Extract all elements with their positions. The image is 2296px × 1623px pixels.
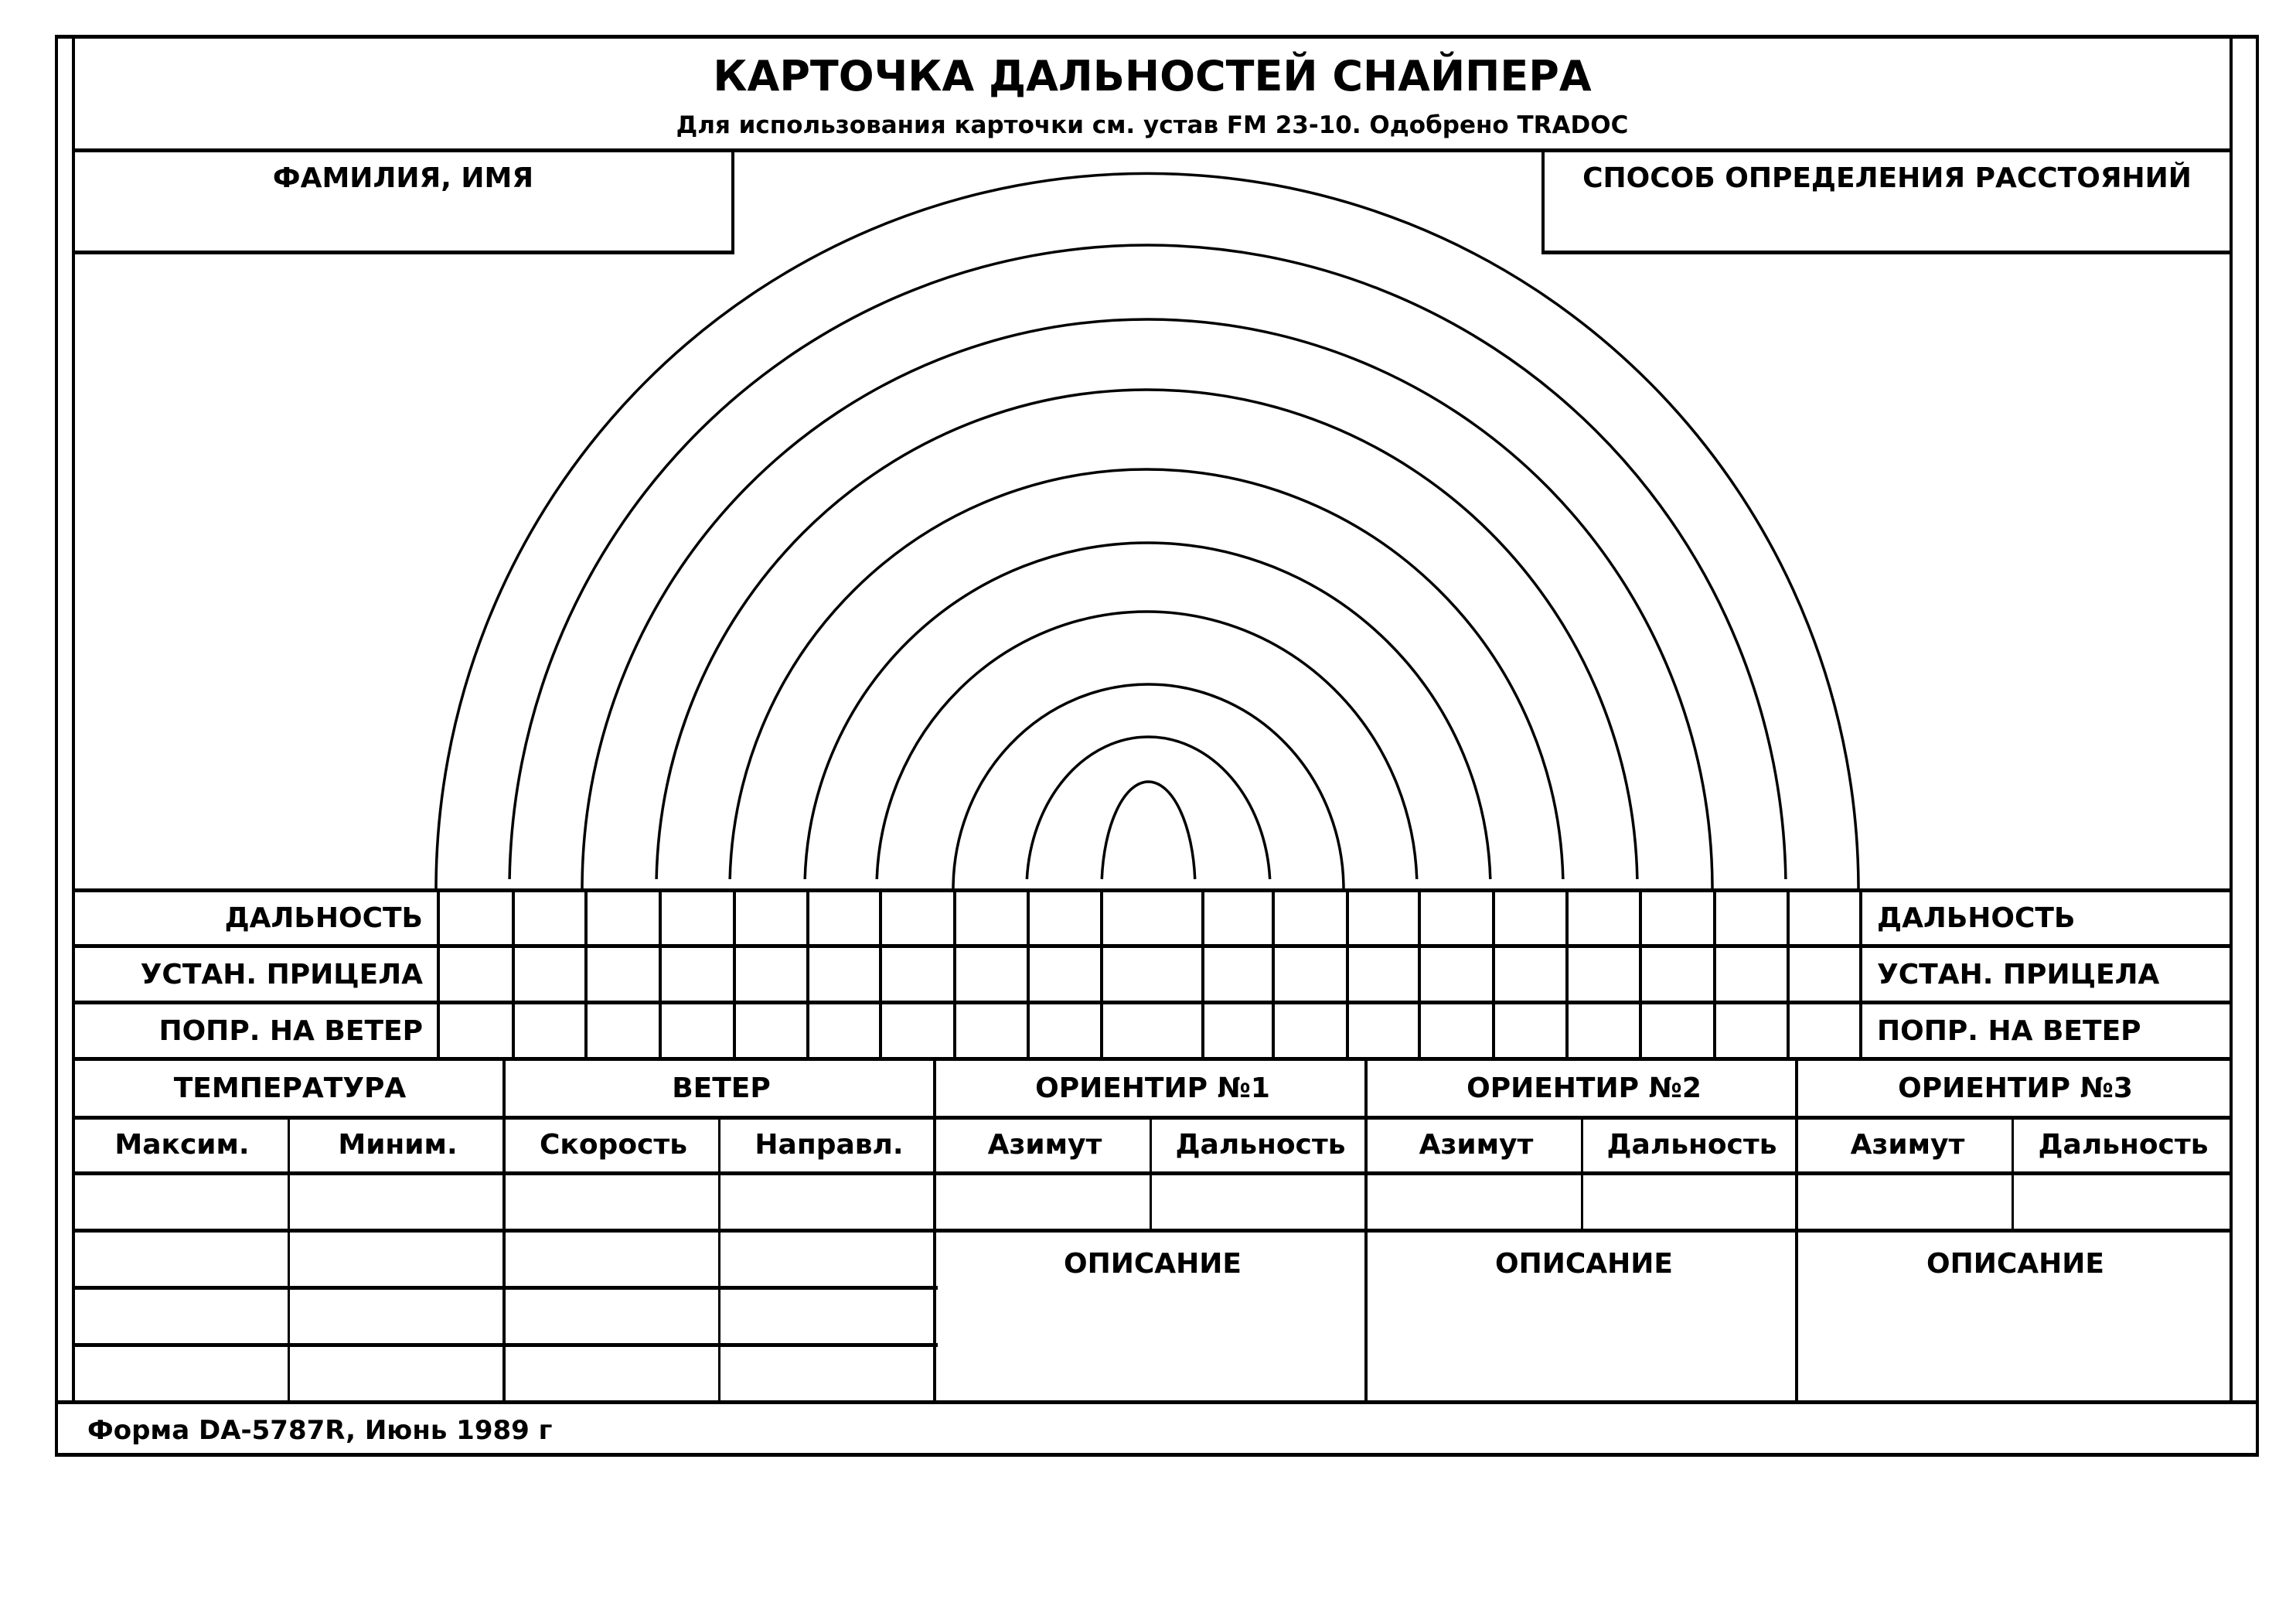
windage-value-15-cell[interactable] (1496, 1006, 1565, 1055)
wind-speed-1[interactable] (507, 1178, 717, 1226)
elevation-value-13[interactable] (1350, 950, 1417, 999)
wind-speed-3[interactable] (507, 1292, 717, 1340)
row-label-windage-left: ПОПР. НА ВЕТЕР (158, 1015, 423, 1047)
range-table-column-line (1859, 888, 1862, 1061)
elevation-value-6-cell[interactable] (810, 950, 878, 999)
range-value-4[interactable] (663, 894, 732, 943)
range-table-column-line (1787, 888, 1790, 1061)
form-number: Форма DA-5787R, Июнь 1989 г (87, 1415, 553, 1446)
col-header-speed: Скорость (539, 1129, 688, 1161)
elevation-value-7-cell[interactable] (883, 950, 952, 999)
description-label-1: ОПИСАНИЕ (1064, 1248, 1242, 1280)
group-separator-line (502, 1057, 506, 1402)
col-header-azimuth-2: Азимут (1419, 1129, 1534, 1161)
range-table-column-line (1346, 888, 1349, 1061)
range-table-column-line (584, 888, 588, 1061)
landmark-2-azimuth-cell[interactable] (1369, 1178, 1579, 1226)
range-table-row-line (72, 1001, 2233, 1004)
row-label-range-right: ДАЛЬНОСТЬ (1877, 902, 2076, 934)
windage-value-17[interactable] (1643, 1006, 1712, 1055)
cond-table-line (72, 1116, 2233, 1120)
landmark-2-range-cell[interactable] (1585, 1178, 1794, 1226)
range-table-column-line (1100, 888, 1103, 1061)
wind-direction-2[interactable] (722, 1235, 932, 1283)
elevation-value-5[interactable] (737, 950, 806, 999)
landmark-2-description[interactable] (1371, 1287, 1793, 1396)
max-temp-1[interactable] (76, 1178, 285, 1226)
elevation-value-16-cell[interactable] (1569, 950, 1638, 999)
range-arc-8 (953, 684, 1344, 889)
max-temp-2[interactable] (76, 1235, 285, 1283)
col-header-range-1: Дальность (1175, 1129, 1346, 1161)
elevation-value-12[interactable] (1276, 950, 1345, 999)
landmark-3-range[interactable] (2015, 1178, 2225, 1226)
col-header-range-2: Дальность (1606, 1129, 1777, 1161)
elevation-value-15[interactable] (1496, 950, 1565, 999)
windage-value-11[interactable] (1205, 1006, 1271, 1055)
range-value-17-cell[interactable] (1643, 894, 1712, 943)
range-arc-2 (509, 245, 1786, 879)
range-value-2-cell[interactable] (516, 894, 584, 943)
range-table-column-line (1565, 888, 1569, 1061)
elevation-value-1-cell[interactable] (441, 950, 511, 999)
range-value-19[interactable] (1790, 894, 1858, 943)
elevation-value-14-cell[interactable] (1422, 950, 1491, 999)
elevation-value-19-cell[interactable] (1790, 950, 1858, 999)
elevation-value-15-cell[interactable] (1496, 950, 1565, 999)
range-value-10-cell[interactable] (1104, 894, 1201, 943)
landmark-1-azimuth[interactable] (938, 1178, 1147, 1226)
windage-value-14-cell[interactable] (1422, 1006, 1491, 1055)
elevation-value-18[interactable] (1717, 950, 1786, 999)
range-value-19-cell[interactable] (1790, 894, 1858, 943)
range-value-18-cell[interactable] (1717, 894, 1786, 943)
max-temp-4-cell[interactable] (76, 1349, 285, 1397)
landmark-3-azimuth[interactable] (1800, 1178, 2009, 1226)
elevation-value-9[interactable] (1030, 950, 1099, 999)
row-label-windage-right: ПОПР. НА ВЕТЕР (1877, 1015, 2141, 1047)
windage-value-5[interactable] (737, 1006, 806, 1055)
col-header-min: Миним. (338, 1129, 458, 1161)
range-table-column-line (733, 888, 736, 1061)
windage-value-7-cell[interactable] (883, 1006, 952, 1055)
min-temp-4[interactable] (291, 1349, 501, 1397)
elevation-value-14[interactable] (1422, 950, 1491, 999)
range-value-14-cell[interactable] (1422, 894, 1491, 943)
windage-value-4-cell[interactable] (663, 1006, 732, 1055)
windage-value-14[interactable] (1422, 1006, 1491, 1055)
windage-value-9[interactable] (1030, 1006, 1099, 1055)
range-table-column-line (1492, 888, 1495, 1061)
range-arc-4 (656, 390, 1637, 879)
group-header-temperature: ТЕМПЕРАТУРА (173, 1072, 407, 1104)
range-value-15-cell[interactable] (1496, 894, 1565, 943)
description-label-2: ОПИСАНИЕ (1495, 1248, 1673, 1280)
wind-direction-4[interactable] (722, 1349, 932, 1397)
windage-value-19-cell[interactable] (1790, 1006, 1858, 1055)
range-table-column-line (1418, 888, 1421, 1061)
range-table-top-line (72, 888, 2233, 892)
wind-direction-1-cell[interactable] (722, 1178, 932, 1226)
range-table-column-line (659, 888, 662, 1061)
wind-speed-2[interactable] (507, 1235, 717, 1283)
range-value-7-cell[interactable] (883, 894, 952, 943)
page-title: КАРТОЧКА ДАЛЬНОСТЕЙ СНАЙПЕРА (713, 52, 1592, 101)
landmark-3-description-cell[interactable] (1801, 1287, 2223, 1396)
range-value-8-cell[interactable] (957, 894, 1026, 943)
range-arc-10 (1102, 782, 1194, 879)
range-value-7[interactable] (883, 894, 952, 943)
min-temp-2[interactable] (291, 1235, 501, 1283)
range-table-column-line (1639, 888, 1642, 1061)
range-table-column-line (1713, 888, 1716, 1061)
elevation-value-5-cell[interactable] (737, 950, 806, 999)
windage-value-18[interactable] (1717, 1006, 1786, 1055)
min-temp-4-cell[interactable] (291, 1349, 501, 1397)
windage-value-4[interactable] (663, 1006, 732, 1055)
max-temp-3-cell[interactable] (76, 1292, 285, 1340)
range-table-column-line (806, 888, 809, 1061)
elevation-value-6[interactable] (810, 950, 878, 999)
range-value-5[interactable] (737, 894, 806, 943)
cond-table-line (72, 1229, 2233, 1233)
windage-value-13-cell[interactable] (1350, 1006, 1417, 1055)
range-value-1[interactable] (441, 894, 511, 943)
range-value-3-cell[interactable] (588, 894, 658, 943)
group-header-landmark-1: ОРИЕНТИР №1 (1035, 1072, 1270, 1104)
elevation-value-3[interactable] (588, 950, 658, 999)
elevation-value-8-cell[interactable] (957, 950, 1026, 999)
range-value-12-cell[interactable] (1276, 894, 1345, 943)
range-table-column-line (1201, 888, 1204, 1061)
wind-speed-2-cell[interactable] (507, 1235, 717, 1283)
elevation-value-11-cell[interactable] (1205, 950, 1271, 999)
range-value-9-cell[interactable] (1030, 894, 1099, 943)
range-value-14[interactable] (1422, 894, 1491, 943)
range-value-6[interactable] (810, 894, 878, 943)
sub-column-line (2012, 1116, 2014, 1230)
windage-value-19[interactable] (1790, 1006, 1858, 1055)
windage-value-1[interactable] (441, 1006, 511, 1055)
range-value-12[interactable] (1276, 894, 1345, 943)
sub-column-line (718, 1116, 720, 1402)
landmark-3-range-cell[interactable] (2015, 1178, 2225, 1226)
windage-value-8-cell[interactable] (957, 1006, 1026, 1055)
range-value-10[interactable] (1104, 894, 1201, 943)
min-temp-3[interactable] (291, 1292, 501, 1340)
range-value-18[interactable] (1717, 894, 1786, 943)
range-value-17[interactable] (1643, 894, 1712, 943)
elevation-value-12-cell[interactable] (1276, 950, 1345, 999)
range-table-column-line (437, 888, 440, 1061)
col-header-direction: Направл. (755, 1129, 904, 1161)
col-header-range-3: Дальность (2038, 1129, 2209, 1161)
windage-value-13[interactable] (1350, 1006, 1417, 1055)
windage-value-2-cell[interactable] (516, 1006, 584, 1055)
wind-speed-4-cell[interactable] (507, 1349, 717, 1397)
windage-value-8[interactable] (957, 1006, 1026, 1055)
range-value-9[interactable] (1030, 894, 1099, 943)
windage-value-9-cell[interactable] (1030, 1006, 1099, 1055)
range-arc-5 (730, 469, 1563, 879)
range-value-13-cell[interactable] (1350, 894, 1417, 943)
page-subtitle: Для использования карточки см. устав FM 23-10. Одобрено TRADOC (676, 111, 1629, 139)
range-value-3[interactable] (588, 894, 658, 943)
name-box-label: ФАМИЛИЯ, ИМЯ (272, 162, 534, 194)
range-value-4-cell[interactable] (663, 894, 732, 943)
sub-column-line (288, 1116, 290, 1402)
col-header-azimuth-1: Азимут (987, 1129, 1102, 1161)
windage-value-17-cell[interactable] (1643, 1006, 1712, 1055)
min-temp-1-cell[interactable] (291, 1178, 501, 1226)
wind-direction-1[interactable] (722, 1178, 932, 1226)
range-value-6-cell[interactable] (810, 894, 878, 943)
range-value-11-cell[interactable] (1205, 894, 1271, 943)
elevation-value-10-cell[interactable] (1104, 950, 1201, 999)
landmark-1-range-cell[interactable] (1153, 1178, 1363, 1226)
range-value-11[interactable] (1205, 894, 1271, 943)
group-separator-line (1364, 1057, 1368, 1402)
windage-value-2[interactable] (516, 1006, 584, 1055)
elevation-value-4-cell[interactable] (663, 950, 732, 999)
row-label-elevation-right: УСТАН. ПРИЦЕЛА (1877, 959, 2160, 991)
max-temp-1-cell[interactable] (76, 1178, 285, 1226)
windage-value-6[interactable] (810, 1006, 878, 1055)
elevation-value-9-cell[interactable] (1030, 950, 1099, 999)
wind-direction-3-cell[interactable] (722, 1292, 932, 1340)
range-value-1-cell[interactable] (441, 894, 511, 943)
elevation-value-8[interactable] (957, 950, 1026, 999)
range-table-column-line (1272, 888, 1275, 1061)
elevation-value-4[interactable] (663, 950, 732, 999)
range-value-16-cell[interactable] (1569, 894, 1638, 943)
min-temp-3-cell[interactable] (291, 1292, 501, 1340)
max-temp-2-cell[interactable] (76, 1235, 285, 1283)
col-header-azimuth-3: Азимут (1850, 1129, 1965, 1161)
wind-speed-3-cell[interactable] (507, 1292, 717, 1340)
row-label-elevation-left: УСТАН. ПРИЦЕЛА (140, 959, 423, 991)
range-table-bottom-line (72, 1057, 2233, 1061)
elevation-value-7[interactable] (883, 950, 952, 999)
elevation-value-2-cell[interactable] (516, 950, 584, 999)
wind-direction-3[interactable] (722, 1292, 932, 1340)
elevation-value-2[interactable] (516, 950, 584, 999)
wind-direction-4-cell[interactable] (722, 1349, 932, 1397)
elevation-value-17-cell[interactable] (1643, 950, 1712, 999)
windage-value-16[interactable] (1569, 1006, 1638, 1055)
range-arc-6 (805, 543, 1490, 879)
range-value-8[interactable] (957, 894, 1026, 943)
max-temp-4[interactable] (76, 1349, 285, 1397)
windage-value-1-cell[interactable] (441, 1006, 511, 1055)
windage-value-12[interactable] (1276, 1006, 1345, 1055)
windage-value-10[interactable] (1104, 1006, 1201, 1055)
range-method-box-label: СПОСОБ ОПРЕДЕЛЕНИЯ РАССТОЯНИЙ (1582, 162, 2192, 194)
landmark-1-description[interactable] (939, 1287, 1361, 1396)
range-arc-3 (582, 319, 1712, 889)
wind-speed-4[interactable] (507, 1349, 717, 1397)
group-header-landmark-3: ОРИЕНТИР №3 (1898, 1072, 2133, 1104)
range-table-column-line (1027, 888, 1030, 1061)
elevation-value-19[interactable] (1790, 950, 1858, 999)
range-table-column-line (953, 888, 956, 1061)
landmark-1-range[interactable] (1153, 1178, 1363, 1226)
landmark-2-azimuth[interactable] (1369, 1178, 1579, 1226)
windage-value-7[interactable] (883, 1006, 952, 1055)
range-table-column-line (512, 888, 515, 1061)
windage-value-16-cell[interactable] (1569, 1006, 1638, 1055)
elevation-value-3-cell[interactable] (588, 950, 658, 999)
landmark-1-description-cell[interactable] (939, 1287, 1361, 1396)
windage-value-15[interactable] (1496, 1006, 1565, 1055)
elevation-value-18-cell[interactable] (1717, 950, 1786, 999)
range-value-16[interactable] (1569, 894, 1638, 943)
min-temp-2-cell[interactable] (291, 1235, 501, 1283)
range-table-column-line (879, 888, 882, 1061)
row-label-range-left: ДАЛЬНОСТЬ (224, 902, 423, 934)
landmark-3-azimuth-cell[interactable] (1800, 1178, 2009, 1226)
landmark-2-range[interactable] (1585, 1178, 1794, 1226)
range-arc-9 (1027, 737, 1269, 879)
wind-direction-2-cell[interactable] (722, 1235, 932, 1283)
group-separator-line (933, 1057, 936, 1402)
landmark-2-description-cell[interactable] (1371, 1287, 1793, 1396)
windage-value-3-cell[interactable] (588, 1006, 658, 1055)
elevation-value-11[interactable] (1205, 950, 1271, 999)
windage-value-11-cell[interactable] (1205, 1006, 1271, 1055)
elevation-value-13-cell[interactable] (1350, 950, 1417, 999)
elevation-value-1[interactable] (441, 950, 511, 999)
group-header-wind: ВЕТЕР (672, 1072, 771, 1104)
sub-column-line (1150, 1116, 1152, 1230)
range-table-row-line (72, 944, 2233, 948)
range-value-15[interactable] (1496, 894, 1565, 943)
elevation-value-17[interactable] (1643, 950, 1712, 999)
group-header-landmark-2: ОРИЕНТИР №2 (1467, 1072, 1702, 1104)
windage-value-5-cell[interactable] (737, 1006, 806, 1055)
wind-speed-1-cell[interactable] (507, 1178, 717, 1226)
description-label-3: ОПИСАНИЕ (1926, 1248, 2104, 1280)
landmark-3-description[interactable] (1801, 1287, 2223, 1396)
group-separator-line (1795, 1057, 1798, 1402)
max-temp-3[interactable] (76, 1292, 285, 1340)
cond-table-line (72, 1171, 2233, 1175)
windage-value-12-cell[interactable] (1276, 1006, 1345, 1055)
landmark-1-azimuth-cell[interactable] (938, 1178, 1147, 1226)
col-header-max: Максим. (114, 1129, 250, 1161)
elevation-value-16[interactable] (1569, 950, 1638, 999)
range-value-2[interactable] (516, 894, 584, 943)
sub-column-line (1581, 1116, 1583, 1230)
range-value-5-cell[interactable] (737, 894, 806, 943)
windage-value-3[interactable] (588, 1006, 658, 1055)
windage-value-10-cell[interactable] (1104, 1006, 1201, 1055)
windage-value-18-cell[interactable] (1717, 1006, 1786, 1055)
windage-value-6-cell[interactable] (810, 1006, 878, 1055)
range-value-13[interactable] (1350, 894, 1417, 943)
min-temp-1[interactable] (291, 1178, 501, 1226)
elevation-value-10[interactable] (1104, 950, 1201, 999)
